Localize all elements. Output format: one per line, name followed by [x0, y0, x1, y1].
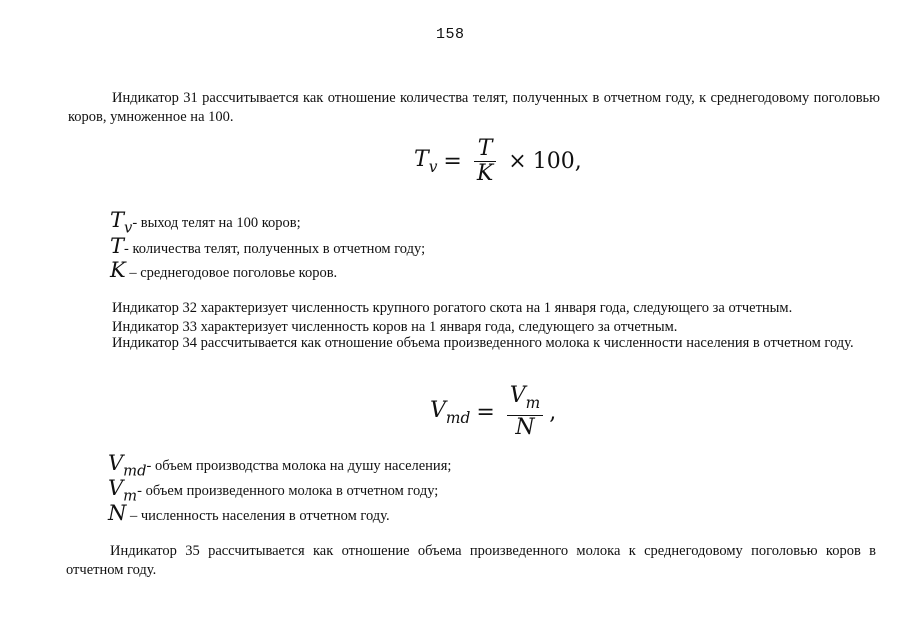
definition-tv-symbol: $T_v$: [110, 208, 133, 237]
definition-n-text: – численность населения в отчетном году.: [126, 508, 390, 524]
paragraph-indicator-34: Индикатор 34 рассчитывается как отношение объема произведенного молока к численности населения в отчетном году.: [112, 335, 854, 351]
formula-calf-yield: [414, 137, 582, 186]
definition-k-symbol: K: [110, 258, 126, 282]
definition-t: [110, 234, 425, 258]
formula1-numerator: T: [477, 136, 493, 161]
formula1-equals: =: [443, 149, 462, 175]
formula1-lhs: $T_v$: [414, 147, 438, 177]
formula2-fraction: [507, 384, 544, 440]
definition-vm-symbol: $V_m$: [108, 476, 138, 505]
definition-t-text: - количества телят, полученных в отчетном году;: [124, 241, 426, 257]
definition-k-text: – среднегодовое поголовье коров.: [125, 265, 338, 281]
definition-vmd-symbol: $V_{md}$: [108, 451, 147, 480]
definition-t-symbol: T: [110, 234, 125, 258]
page-number: 158: [436, 26, 465, 43]
definition-vmd-text: - объем производства молока на душу населения;: [146, 458, 452, 474]
formula2-equals: =: [476, 399, 495, 425]
formula2-lhs: $V_{md}$: [430, 397, 471, 427]
paragraph-indicator-33: Индикатор 33 характеризует численность коров на 1 января года, следующего за отчетным.: [112, 319, 678, 335]
paragraph-indicator-32: Индикатор 32 характеризует численность крупного рогатого скота на 1 января года, следующего за отчетным.: [112, 300, 793, 316]
formula1-fraction: [474, 137, 496, 186]
formula1-trail: ,: [574, 149, 582, 175]
formula-milk-per-capita: [430, 384, 556, 440]
formula1-denominator: K: [476, 161, 494, 187]
formula2-numerator: $V_m$: [509, 383, 541, 412]
definition-n: [108, 501, 390, 525]
formula1-times: ×: [508, 149, 527, 175]
definition-k: [110, 258, 337, 282]
definition-tv: [110, 208, 301, 237]
definition-vm-text: - объем произведенного молока в отчетном году;: [137, 483, 439, 499]
formula1-factor: 100: [532, 149, 575, 175]
paragraph-indicator-35: Индикатор 35 рассчитывается как отношение объема произведенного молока к среднегодовому поголовью коров в отчетном году.: [66, 543, 876, 578]
formula2-trail: ,: [549, 399, 557, 425]
formula2-denominator: N: [515, 415, 535, 441]
definition-n-symbol: N: [108, 501, 127, 525]
paragraph-indicator-31: Индикатор 31 рассчитывается как отношение количества телят, полученных в отчетном году, к среднегодовому поголовью коров, умноженное на 100.: [68, 90, 880, 125]
definition-tv-text: - выход телят на 100 коров;: [132, 215, 301, 231]
